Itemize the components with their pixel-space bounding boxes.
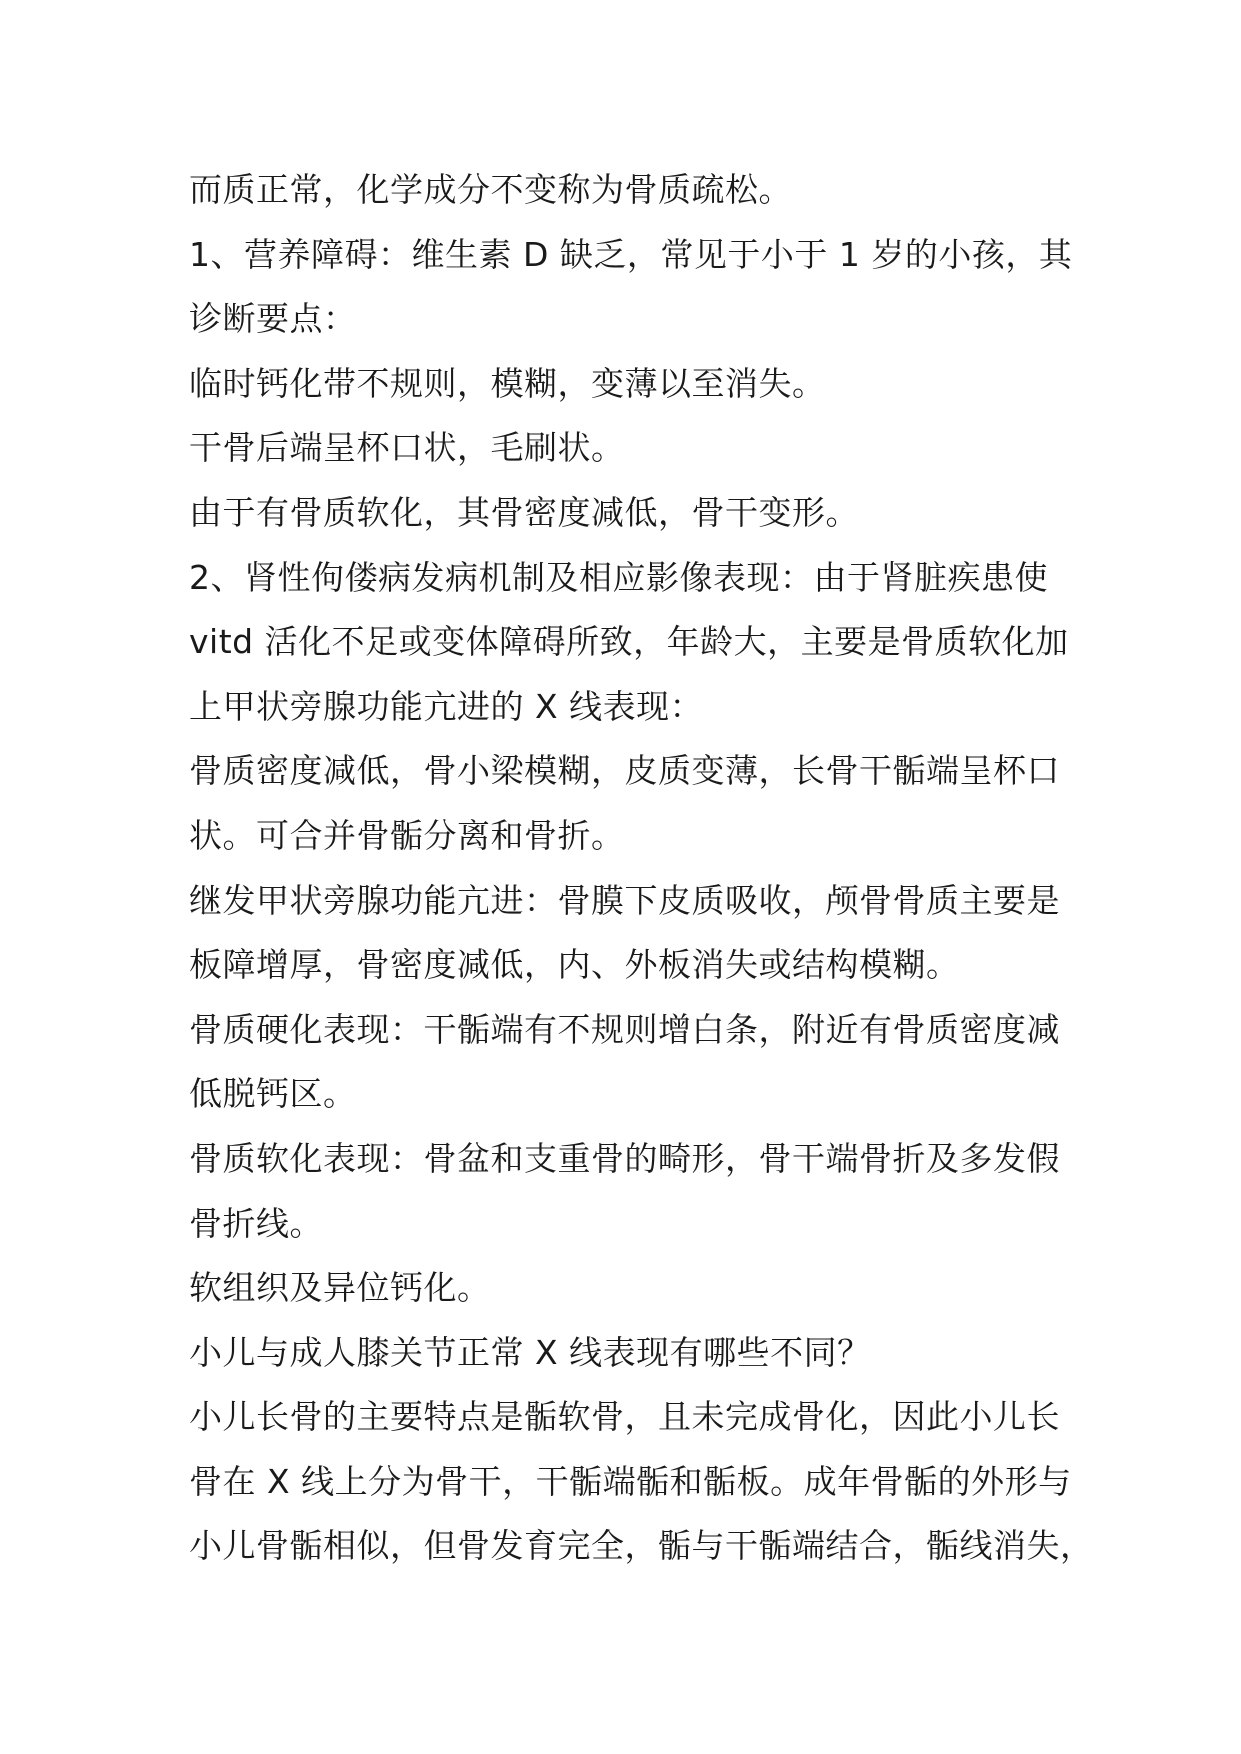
question-line: 小儿与成人膝关节正常 X 线表现有哪些不同？ — [189, 1332, 871, 1372]
text-line: 板障增厚，骨密度减低，内、外板消失或结构模糊。 — [189, 945, 960, 985]
text-line: 临时钙化带不规则，模糊，变薄以至消失。 — [189, 363, 826, 403]
text-line: 上甲状旁腺功能亢进的 X 线表现： — [189, 686, 704, 726]
text-line: 而质正常，化学成分不变称为骨质疏松。 — [189, 170, 792, 209]
text-line: 骨质软化表现：骨盆和支重骨的畸形，骨干端骨折及多发假 — [189, 1138, 1060, 1178]
text-line: 小儿长骨的主要特点是骺软骨，且未完成骨化，因此小儿长 — [189, 1397, 1060, 1437]
body-text — [189, 158, 1094, 1579]
text-line: 诊断要点： — [189, 299, 357, 339]
text-line: 2、肾性佝偻病发病机制及相应影像表现：由于肾脏疾患使 — [189, 557, 1048, 597]
text-line: 骨在 X 线上分为骨干，干骺端骺和骺板。成年骨骺的外形与 — [189, 1461, 1072, 1501]
text-line: 软组织及异位钙化。 — [189, 1268, 491, 1308]
text-line: 干骨后端呈杯口状，毛刷状。 — [189, 428, 625, 468]
text-line: 继发甲状旁腺功能亢进：骨膜下皮质吸收，颅骨骨质主要是 — [189, 880, 1060, 920]
text-line: 由于有骨质软化，其骨密度减低，骨干变形。 — [189, 492, 859, 532]
text-line: vitd 活化不足或变体障碍所致，年龄大，主要是骨质软化加 — [189, 622, 1069, 662]
text-line: 状。可合并骨骺分离和骨折。 — [189, 815, 625, 855]
text-line: 骨质密度减低，骨小梁模糊，皮质变薄，长骨干骺端呈杯口 — [189, 751, 1060, 791]
text-line: 骨折线。 — [189, 1203, 323, 1243]
text-line: 骨质硬化表现：干骺端有不规则增白条，附近有骨质密度减 — [189, 1009, 1060, 1049]
text-line: 小儿骨骺相似，但骨发育完全，骺与干骺端结合，骺线消失， — [189, 1526, 1094, 1566]
text-line: 低脱钙区。 — [189, 1074, 357, 1114]
text-line: 1、营养障碍：维生素 D 缺乏，常见于小于 1 岁的小孩，其 — [189, 234, 1073, 274]
